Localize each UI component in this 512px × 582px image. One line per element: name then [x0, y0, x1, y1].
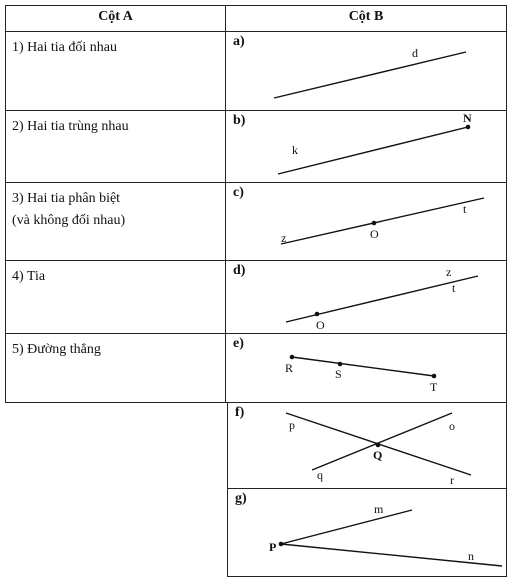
col-b-row-d [225, 260, 507, 334]
point-S [338, 362, 343, 367]
col-b-row-a [225, 31, 507, 111]
header-col-a [5, 5, 226, 32]
col-a-row-1 [5, 31, 226, 111]
col-a-row-2-text: 2) Hai tia trùng nhau [12, 119, 129, 134]
point-R [290, 355, 295, 360]
label-Q: Q [373, 448, 383, 462]
point-T [432, 374, 437, 379]
line-d [274, 52, 466, 98]
col-b-label-e: e) [233, 336, 244, 351]
col-a-row-5-text: 5) Đường thẳng [12, 342, 101, 357]
col-b-row-f [227, 402, 507, 489]
label-p: p [289, 418, 295, 432]
col-b-row-g [227, 488, 507, 577]
ray-Pm [281, 510, 412, 544]
label-O: O [316, 318, 325, 332]
label-O: O [370, 227, 379, 241]
col-a-row-3-text: 3) Hai tia phân biệt [12, 191, 121, 206]
ray-Nk [278, 127, 468, 174]
col-a-row-4-text: 4) Tia [12, 269, 46, 284]
header-col-a-label: Cột A [98, 9, 133, 24]
header-col-b-label: Cột B [348, 9, 384, 24]
col-b-label-c: c) [233, 185, 244, 200]
figure-g-angle-mPn [228, 489, 508, 578]
figure-c-rays-Oz-Ot [226, 183, 508, 262]
label-o: o [449, 419, 455, 433]
label-t: t [452, 281, 456, 295]
segment-RT [292, 357, 434, 376]
label-R: R [285, 361, 294, 375]
label-P: P [269, 540, 277, 554]
label-S: S [335, 367, 342, 381]
header-col-b [225, 5, 507, 32]
label-n: n [468, 549, 474, 563]
label-z: z [446, 265, 452, 279]
col-a-row-4 [5, 260, 226, 334]
figure-e-segment-RT [226, 334, 508, 404]
figure-f-intersecting-lines [228, 403, 508, 490]
col-a-row-1-text: 1) Hai tia đối nhau [12, 40, 117, 55]
col-b-row-e [225, 333, 507, 403]
col-b-label-g: g) [235, 491, 247, 506]
label-k: k [292, 143, 298, 157]
line-Ozt [286, 276, 478, 322]
figure-b-ray-Nk [226, 111, 508, 184]
point-O [315, 312, 320, 317]
figure-d-rays-Oz-Ot [226, 261, 508, 335]
col-b-label-b: b) [233, 113, 246, 128]
col-b-label-a: a) [233, 34, 245, 49]
label-t: t [463, 202, 467, 216]
label-d: d [412, 46, 418, 60]
col-a-row-3 [5, 182, 226, 261]
col-b-row-c [225, 182, 507, 261]
col-b-row-b [225, 110, 507, 183]
point-O [372, 221, 377, 226]
label-T: T [430, 380, 438, 394]
point-Q [376, 443, 381, 448]
point-P [279, 542, 284, 547]
label-z: z [281, 231, 287, 245]
col-a-row-5 [5, 333, 226, 403]
col-b-label-d: d) [233, 263, 246, 278]
label-m: m [374, 502, 384, 516]
line-zt [281, 198, 484, 244]
label-N: N [463, 111, 472, 125]
label-r: r [450, 473, 454, 487]
col-b-label-f: f) [235, 405, 245, 420]
col-a-row-2 [5, 110, 226, 183]
label-q: q [317, 468, 323, 482]
figure-a-line-d [226, 32, 508, 112]
col-a-row-3-note: (và không đối nhau) [12, 213, 126, 228]
point-N [466, 125, 471, 130]
